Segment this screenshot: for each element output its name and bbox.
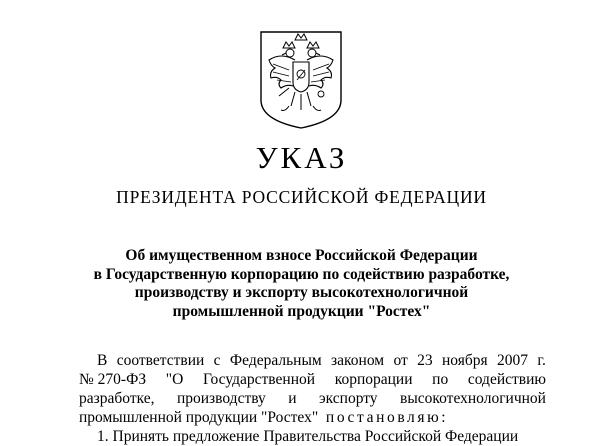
body-line-5: 1. Принять предложение Правительства Российской Федерации [97,428,519,445]
operative-word: постановляю: [325,409,449,426]
body-line-1: В соответствии с Федеральным законом от 23 ноября 2007 г. [97,352,546,369]
body-line-2: № 270-ФЗ "О Государственной корпорации по содействию [79,371,546,388]
heading-line: Об имущественном взносе Российской Федерации [125,247,478,264]
heading-line: производству и экспорту высокотехнологичной [134,284,469,301]
body-line-3: разработке, производству и экспорту высокотехнологичной [79,390,546,407]
state-emblem [259,30,343,130]
decree-heading [60,247,543,321]
heading-line: в Государственную корпорацию по содействию разработке, [93,265,510,283]
decree-issuer: ПРЕЗИДЕНТА РОССИЙСКОЙ ФЕДЕРАЦИИ [116,187,487,207]
double-headed-eagle-icon [259,30,343,130]
heading-line: промышленной продукции "Ростех" [172,302,431,320]
decree-title: УКАЗ [255,140,348,175]
body-line-4: промышленной продукции "Ростех" постановляю: [79,409,449,426]
